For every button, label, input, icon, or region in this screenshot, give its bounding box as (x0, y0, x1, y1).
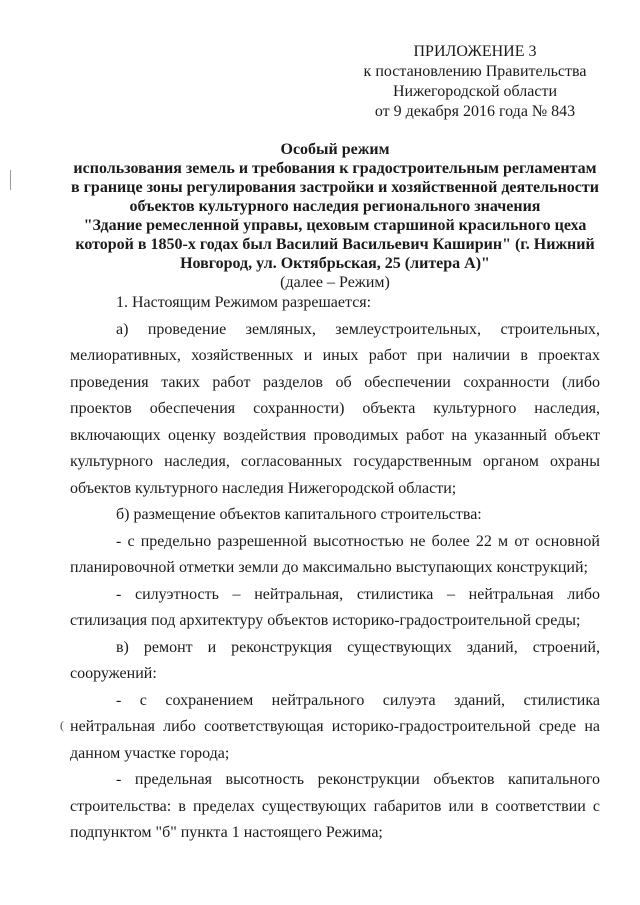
title-line: которой в 1850-х годах был Василий Васильевич Каширин" (г. Нижний (75, 236, 595, 253)
appendix-date-line: от 9 декабря 2016 года № 843 (374, 103, 576, 120)
title-suffix: (далее – Режим) (280, 274, 390, 291)
title-line: в границе зоны регулирования застройки и хозяйственной деятельности (71, 179, 599, 196)
paragraph-1: 1. Настоящим Режимом разрешается: (116, 294, 372, 311)
paragraph-b-height: - с предельно разрешенной высотностью не более 22 м от основной планировочной отметки земли до максимально выступающих конструкций; (70, 532, 600, 576)
document-body (70, 290, 600, 847)
paragraph-b-silhouette: - силуэтность – нейтральная, стилистика – нейтральная либо стилизация под архитектуру объектов историко-градостроительной среды; (70, 585, 600, 629)
document-title (70, 140, 600, 292)
appendix-number: ПРИЛОЖЕНИЕ 3 (413, 43, 537, 60)
title-line: "Здание ремесленной управы, цеховым старшиной красильного цеха (83, 217, 587, 234)
scan-edge-mark (10, 170, 11, 190)
appendix-header (360, 42, 590, 122)
title-line: использования земель и требования к градостроительным регламентам (73, 160, 597, 177)
title-line: Новгород, ул. Октябрьская, 25 (литера А)" (180, 255, 490, 272)
title-line: Особый режим (280, 141, 390, 158)
paragraph-v-height: - предельная высотность реконструкции объектов капитального строительства: в пределах существующих габаритов или в соответствии с подпунктом "б" пункта 1 настоящего Режима; (70, 771, 600, 841)
paragraph-a: а) проведение земляных, землеустроительных, строительных, мелиоративных, хозяйственных и иных работ при наличии в проектах проведения таких работ разделов об обеспечении сохранности (либо проектов обеспечения сохранности) объекта культурного наследия, включающих оценку воздействия проводимых работ на указанный объект культурного наследия, согласованных государственным органом охраны объектов культурного наследия Нижегородской области; (70, 320, 600, 497)
paragraph-b: б) размещение объектов капитального строительства: (116, 506, 482, 523)
appendix-ref-line: к постановлению Правительства (363, 63, 587, 80)
paragraph-v: в) ремонт и реконструкция существующих зданий, строений, сооружений: (70, 638, 600, 682)
scan-margin-mark: ( (60, 718, 64, 732)
title-line: объектов культурного наследия регионального значения (129, 198, 541, 215)
paragraph-v-silhouette: - с сохранением нейтрального силуэта зданий, стилистика нейтральная либо соответствующая историко-градостроительной среде на данном участке города; (70, 691, 600, 762)
appendix-region-line: Нижегородской области (392, 83, 557, 100)
